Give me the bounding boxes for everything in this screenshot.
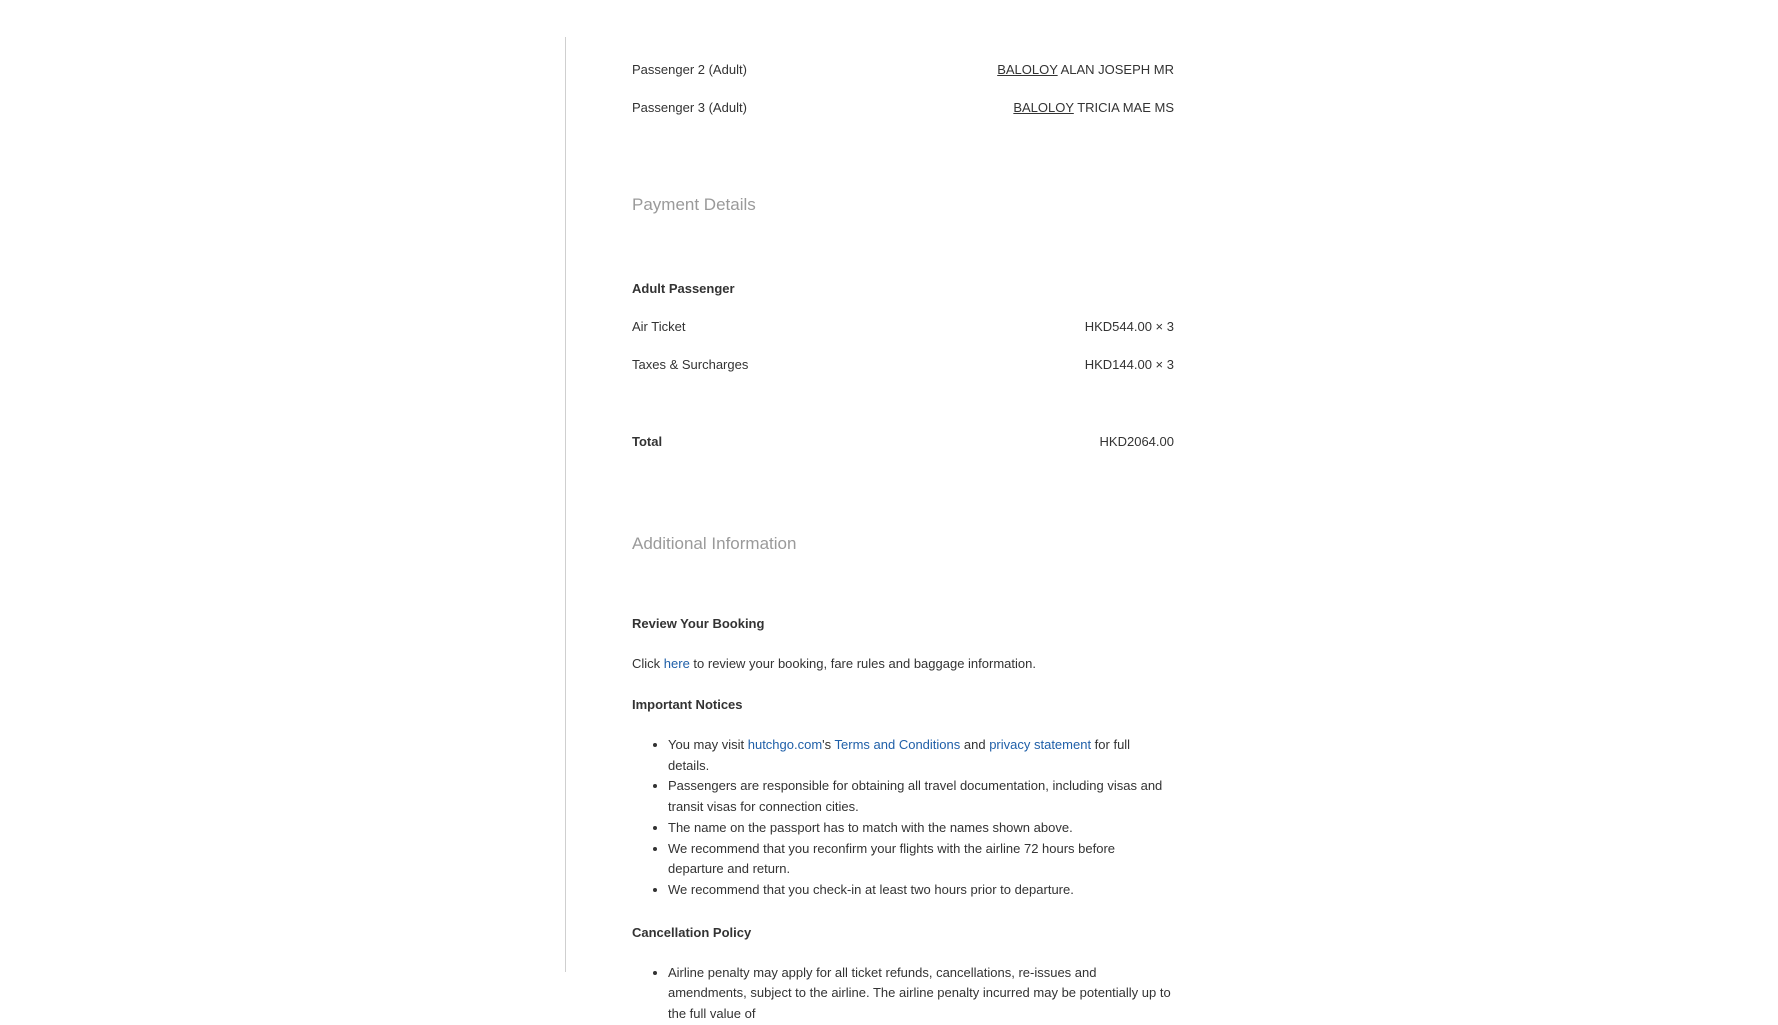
review-here-link[interactable]: here xyxy=(663,656,690,671)
review-booking-heading: Review Your Booking xyxy=(632,616,765,631)
terms-conditions-link[interactable]: Terms and Conditions xyxy=(834,737,961,752)
privacy-statement-link[interactable]: privacy statement xyxy=(989,737,1092,752)
passenger-surname: BALOLOY xyxy=(997,61,1058,77)
passenger-row xyxy=(632,50,1174,88)
booking-document xyxy=(632,50,1174,1025)
review-booking-text xyxy=(632,654,1174,674)
list-item: • The name on the passport has to match with the names shown above. xyxy=(668,818,1174,839)
notice-text: for full details. xyxy=(668,737,1131,773)
taxes-row xyxy=(632,345,1174,383)
payment-details-heading: Payment Details xyxy=(632,195,756,214)
passenger-label: Passenger 2 (Adult) xyxy=(632,61,747,77)
air-ticket-value: HKD544.00 × 3 xyxy=(1084,318,1174,334)
adult-passenger-label: Adult Passenger xyxy=(632,280,735,296)
list-item: • Passengers are responsible for obtaining all travel documentation, including visas and transit visas for connection cities. xyxy=(668,776,1174,817)
important-notices-list xyxy=(632,735,1174,901)
additional-info-heading: Additional Information xyxy=(632,534,797,553)
total-label: Total xyxy=(632,433,663,449)
total-row xyxy=(632,422,1174,460)
air-ticket-row xyxy=(632,307,1174,345)
notice-text: You may visit xyxy=(668,737,748,752)
passenger-label: Passenger 3 (Adult) xyxy=(632,99,747,115)
list-item xyxy=(668,735,1174,776)
notice-text: and xyxy=(960,737,990,752)
taxes-label: Taxes & Surcharges xyxy=(632,356,749,372)
total-value: HKD2064.00 xyxy=(1099,433,1174,449)
list-item: • Airline penalty may apply for all ticket refunds, cancellations, re-issues and amendments, subject to the airline. The airline penalty incurred may be potentially up to the full value of xyxy=(668,963,1174,1025)
passenger-name xyxy=(1013,100,1174,115)
passenger-given-name: TRICIA MAE MS xyxy=(1077,99,1174,115)
passenger-given-name: ALAN JOSEPH MR xyxy=(1060,61,1174,77)
adult-passenger-heading xyxy=(632,269,1174,307)
list-item: • We recommend that you check-in at least two hours prior to departure. xyxy=(668,880,1174,901)
passenger-row xyxy=(632,88,1174,126)
important-notices-heading: Important Notices xyxy=(632,697,743,712)
air-ticket-label: Air Ticket xyxy=(632,318,686,334)
cancellation-policy-list xyxy=(632,963,1174,1025)
left-divider xyxy=(565,37,566,972)
review-prefix: Click xyxy=(632,656,664,671)
passenger-name xyxy=(997,62,1174,77)
cancellation-policy-heading: Cancellation Policy xyxy=(632,924,752,940)
passenger-surname: BALOLOY xyxy=(1013,99,1074,115)
taxes-value: HKD144.00 × 3 xyxy=(1084,356,1174,372)
hutchgo-link[interactable]: hutchgo.com xyxy=(747,737,823,752)
notice-text: 's xyxy=(822,737,835,752)
review-suffix: to review your booking, fare rules and baggage information. xyxy=(689,656,1036,671)
list-item: • We recommend that you reconfirm your flights with the airline 72 hours before departure and return. xyxy=(668,839,1174,880)
